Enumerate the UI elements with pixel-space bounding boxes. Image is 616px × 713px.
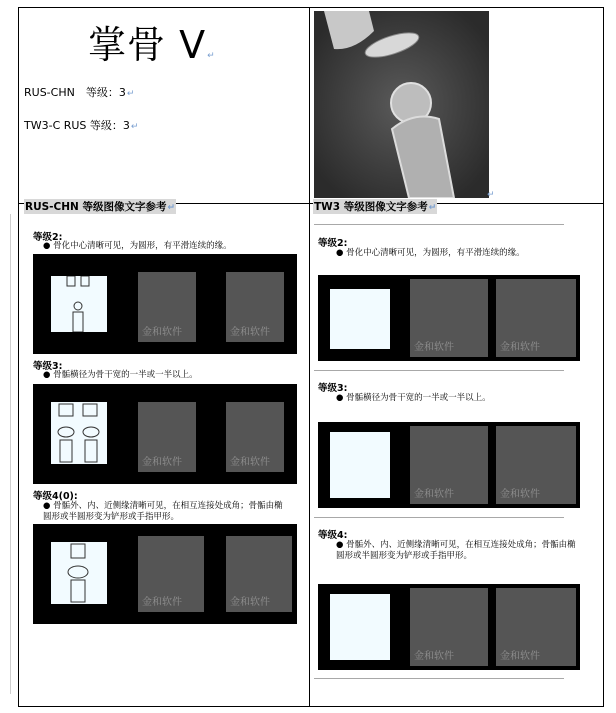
watermark-text: 金和软件 <box>230 597 270 608</box>
divider <box>314 224 564 225</box>
rus-level-3-label: 等级3: <box>33 361 63 372</box>
rus-level-4-xray-b <box>226 536 292 612</box>
divider <box>314 517 564 518</box>
rus-level-2-image-strip <box>33 254 297 354</box>
tw3-grade: TW3-C RUS 等级：3↵ <box>24 119 139 132</box>
tw3-level-3-xray-b <box>496 426 576 504</box>
rus-level-2-sketch <box>51 276 107 332</box>
main-xray-image <box>314 11 489 198</box>
watermark-text: 金和软件 <box>142 457 182 468</box>
rus-level-2-text: ● 骨化中心清晰可见，为圆形，有平滑连续的缘。 <box>43 241 232 251</box>
tw3-level-4-label: 等级4: <box>318 530 348 541</box>
watermark-text: 金和软件 <box>230 327 270 338</box>
tw3-level-2-image-strip <box>318 275 580 361</box>
rus-level-3-sketch <box>51 402 107 464</box>
tw3-level-3-label: 等级3: <box>318 383 348 394</box>
watermark-text: 金和软件 <box>142 597 182 608</box>
rus-level-3-image-strip <box>33 384 297 484</box>
tw3-level-2-label: 等级2: <box>318 238 348 249</box>
tw3-level-2-xray-a <box>410 279 488 357</box>
rus-level-4-sketch <box>51 542 107 604</box>
divider <box>314 678 564 679</box>
tw3-level-4-image-strip <box>318 584 580 670</box>
tw3-level-3-text: ● 骨骺横径为骨干宽的一半或一半以上。 <box>336 393 491 403</box>
tw3-level-4-sketch <box>330 594 390 660</box>
rus-level-2-xray-b <box>226 272 284 342</box>
rus-level-4-xray-a <box>138 536 204 612</box>
tw3-level-2-xray-b <box>496 279 576 357</box>
watermark-text: 金和软件 <box>500 651 540 662</box>
watermark-text: 金和软件 <box>500 342 540 353</box>
rus-level-4-label: 等级4(0): <box>33 491 78 502</box>
paragraph-mark: ↵ <box>487 190 495 200</box>
tw3-level-2-sketch <box>330 289 390 349</box>
tw3-reference-heading: TW3 等级图像文字参考↵ <box>314 201 437 213</box>
rus-level-4-text: ● 骨骺外、内、近侧缘清晰可见，在相互连接处成角；骨骺由椭圆形或半圆形变为铲形或手指甲形。 <box>43 501 283 522</box>
watermark-text: 金和软件 <box>414 651 454 662</box>
rus-chn-reference-heading: RUS-CHN 等级图像文字参考↵ <box>25 201 176 213</box>
tw3-level-2-text: ● 骨化中心清晰可见，为圆形，有平滑连续的缘。 <box>336 248 525 258</box>
tw3-level-3-image-strip <box>318 422 580 508</box>
divider <box>314 370 564 371</box>
rus-chn-grade: RUS-CHN 等级：3↵ <box>24 86 135 99</box>
tw3-level-3-xray-a <box>410 426 488 504</box>
rus-level-3-text: ● 骨骺横径为骨干宽的一半或一半以上。 <box>43 370 198 380</box>
watermark-text: 金和软件 <box>414 342 454 353</box>
tw3-level-4-text: ● 骨骺外、内、近侧缘清晰可见，在相互连接处成角；骨骺由椭圆形或半圆形变为铲形或手指甲形。 <box>336 540 576 561</box>
rus-level-3-xray-b <box>226 402 284 472</box>
tw3-level-4-xray-a <box>410 588 488 666</box>
rus-chn-reference-panel <box>10 214 286 694</box>
watermark-text: 金和软件 <box>142 327 182 338</box>
watermark-text: 金和软件 <box>414 489 454 500</box>
watermark-text: 金和软件 <box>500 489 540 500</box>
rus-level-2-xray-a <box>138 272 196 342</box>
rus-level-4-image-strip <box>33 524 297 624</box>
page-title: 掌骨 V↵ <box>88 23 216 67</box>
rus-level-2-label: 等级2: <box>33 232 63 243</box>
watermark-text: 金和软件 <box>230 457 270 468</box>
rus-level-3-xray-a <box>138 402 196 472</box>
tw3-reference-panel <box>296 212 581 694</box>
tw3-level-3-sketch <box>330 432 390 498</box>
tw3-level-4-xray-b <box>496 588 576 666</box>
